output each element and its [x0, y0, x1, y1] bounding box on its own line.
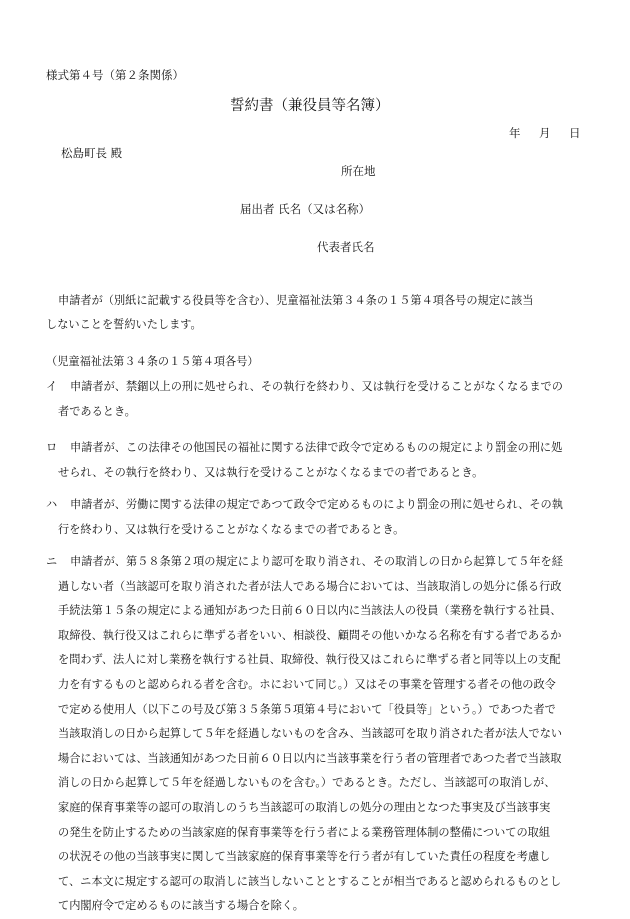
- item-text-line: の状況その他の当該事実に関して当該家庭的保育事業等を行う者が有していた責任の程度を考慮し: [58, 850, 551, 864]
- requirement-item: [46, 436, 594, 485]
- item-text-line: で定める使用人（以下この号及び第３５条第５項第４号において「役員等」という。）であつた者で: [58, 702, 556, 716]
- section-heading: （児童福祉法第３４条の１５第４項各号）: [46, 355, 259, 368]
- item-mark: ニ: [46, 555, 58, 568]
- item-text-line: て内閣府令で定めるものに該当する場合を除く。: [58, 899, 304, 913]
- item-text-line: 家庭的保育事業等の認可の取消しのうち当該認可の取消しの処分の理由となつた事実及び当該事実: [58, 800, 551, 814]
- item-text-line: せられ、その執行を終わり、又は執行を受けることがなくなるまでの者であるとき。: [58, 465, 484, 479]
- date-year-label: 年: [509, 126, 521, 140]
- item-text-line: 力を有するものと認められる者を含む。ホにおいて同じ。）又はその事業を管理する者その他の政令: [58, 677, 556, 691]
- notifier-name-label: 届出者 氏名（又は名称）: [240, 202, 371, 216]
- requirement-item: [46, 493, 594, 542]
- form-label: 様式第４号（第２条関係）: [46, 68, 184, 82]
- date-month-label: 月: [539, 126, 551, 140]
- item-text-line: 当該取消しの日から起算して５年を経過しないものを含み、当該認可を取り消された者が法人でない: [58, 727, 563, 741]
- item-text-line: 行を終わり、又は執行を受けることがなくなるまでの者であるとき。: [58, 522, 405, 536]
- item-text-line: 過しない者（当該認可を取り消された者が法人である場合においては、当該取消しの処分に係る行政: [58, 579, 562, 593]
- item-text-line: 場合においては、当該通知があつた日前６０日以内に当該事業を行う者の管理者であつた者で当該取: [58, 751, 562, 765]
- document-title: 誓約書（兼役員等名簿）: [230, 98, 390, 114]
- pledge-line-2: しないことを誓約いたします。: [46, 318, 202, 331]
- item-text-line: 取締役、執行役又はこれらに準ずる者をいい、相談役、顧問その他いかなる名称を有する者であるか: [58, 628, 562, 642]
- item-text-line: 申請者が、この法律その他国民の福祉に関する法律で政令で定めるものの規定により罰金の刑に処: [70, 441, 563, 454]
- item-text-line: 申請者が、労働に関する法律の規定であつて政令で定めるものにより罰金の刑に処せられ、その執: [70, 498, 563, 511]
- location-label: 所在地: [341, 164, 376, 178]
- date-day-label: 日: [569, 126, 581, 140]
- requirement-item: [46, 550, 594, 919]
- item-mark: ロ: [46, 441, 58, 454]
- item-text-line: 申請者が、禁錮以上の刑に処せられ、その執行を終わり、又は執行を受けることがなくなるまでの: [70, 380, 563, 393]
- item-text-line: を問わず、法人に対し業務を執行する社員、取締役、執行役又はこれらに準ずる者と同等以上の支配: [58, 653, 561, 667]
- item-text-line: 申請者が、第５８条第２項の規定により認可を取り消され、その取消しの日から起算して５年を経: [70, 555, 563, 568]
- pledge-line-1: 申請者が（別紙に記載する役員等を含む）、児童福祉法第３４条の１５第４項各号の規定に該当: [58, 294, 534, 307]
- item-mark: イ: [46, 380, 58, 393]
- addressee: 松島町長 殿: [61, 146, 123, 160]
- item-text-line: て、ニ本文に規定する認可の取消しに該当しないこととすることが相当であると認められるものとし: [58, 874, 562, 888]
- item-text-line: 手続法第１５条の規定による通知があつた日前６０日以内に当該法人の役員（業務を執行する社員、: [58, 604, 562, 618]
- item-text-line: 者であるとき。: [58, 404, 136, 418]
- requirement-item: [46, 375, 594, 424]
- representative-name-label: 代表者氏名: [317, 240, 375, 254]
- item-mark: ハ: [46, 498, 58, 511]
- item-text-line: 消しの日から起算して５年を経過しないものを含む。）であるとき。ただし、当該認可の取消しが、: [58, 776, 556, 790]
- item-text-line: の発生を防止するための当該家庭的保育事業等を行う者による業務管理体制の整備についての取組: [58, 825, 551, 839]
